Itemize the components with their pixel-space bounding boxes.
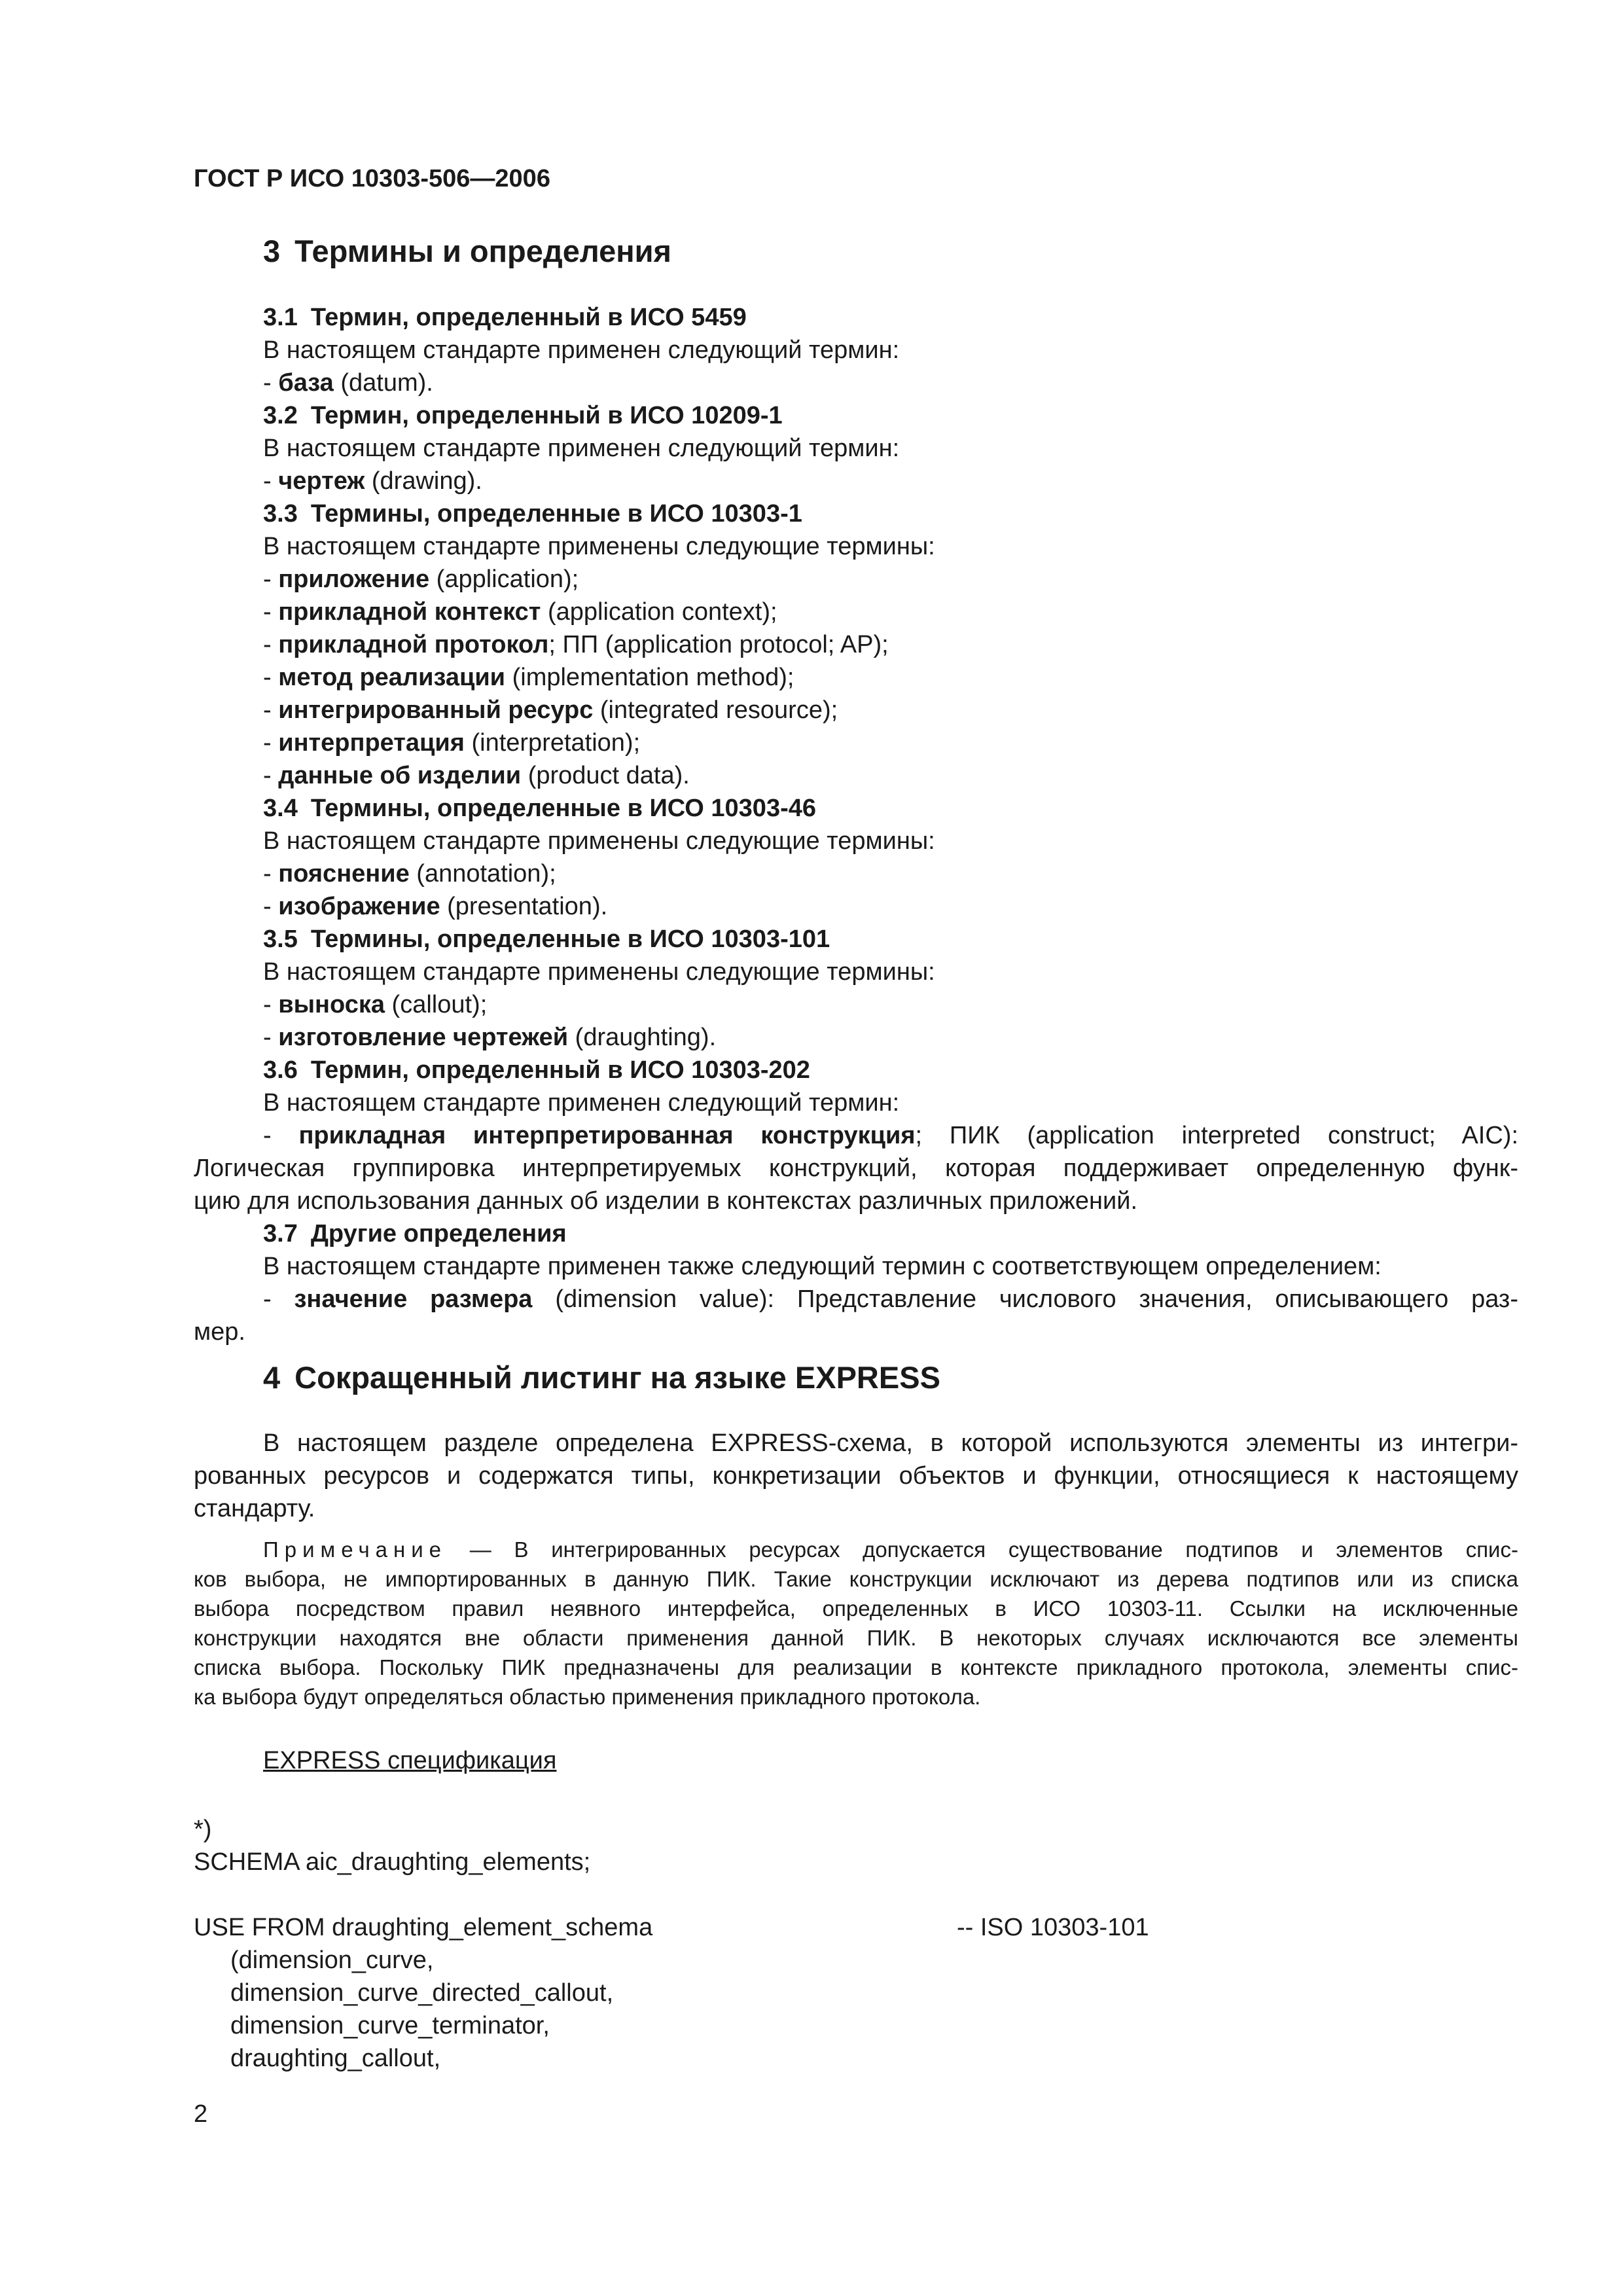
term: прикладной протокол <box>278 631 549 658</box>
term-gloss: (implementation method); <box>505 664 794 691</box>
code-line: draughting_callout, <box>230 2045 441 2072</box>
term: прикладная интерпретированная конструкция <box>298 1122 916 1149</box>
term-item: - изготовление чертежей (draughting). <box>263 1024 717 1051</box>
note-line: выбора посредством правил неявного интерфейса, определенных в ИСО 10303-11. Ссылки на исключенные <box>194 1596 1518 1621</box>
subsection-number: 3.3 <box>263 500 298 528</box>
term-item: - выноска (callout); <box>263 991 488 1018</box>
subsection-heading <box>194 497 1518 530</box>
term-item: - прикладной протокол; ПП (application protocol; AP); <box>263 631 889 658</box>
express-code-listing <box>194 1813 590 1878</box>
term-item: - метод реализации (implementation method); <box>263 664 794 691</box>
section-4-paragraph <box>194 1427 1518 1525</box>
term-gloss: (interpretation); <box>464 729 641 757</box>
code-comment: -- ISO 10303-101 <box>957 1914 1149 1941</box>
note-line: списка выбора. Поскольку ПИК предназначены для реализации в контексте прикладного протокола, элементы спис- <box>194 1655 1518 1679</box>
term-item: - данные об изделии (product data). <box>263 762 690 789</box>
term: метод реализации <box>278 664 506 691</box>
definition-line: - значение размера (dimension value): Представление числового значения, описывающего раз- <box>263 1285 1518 1313</box>
note-block <box>194 1535 1518 1712</box>
term-gloss: (draughting). <box>568 1024 717 1051</box>
term: прикладной контекст <box>278 598 541 626</box>
subsection-title: Термины, определенные в ИСО 10303-1 <box>310 500 802 528</box>
paragraph-line: В настоящем разделе определена EXPRESS-схема, в которой используются элементы из интегри- <box>263 1429 1518 1457</box>
term: выноска <box>278 991 385 1018</box>
subsection-intro: В настоящем стандарте применен следующий термин: <box>263 1089 900 1117</box>
term-gloss: (datum). <box>333 369 433 397</box>
term: значение размера <box>294 1285 533 1313</box>
page-number: 2 <box>194 2100 208 2128</box>
term-gloss: (drawing). <box>365 467 482 495</box>
subsection-number: 3.2 <box>263 402 298 429</box>
subsection-heading <box>194 1054 1518 1086</box>
code-line: *) <box>194 1816 212 1843</box>
subsection-intro: В настоящем стандарте применен следующий термин: <box>263 336 900 364</box>
subsection-number: 3.4 <box>263 795 298 822</box>
term: приложение <box>278 565 430 593</box>
subsection-title: Термины, определенные в ИСО 10303-46 <box>310 795 816 822</box>
subsection-heading <box>194 399 1518 432</box>
note-line: ков выбора, не импортированных в данную ПИК. Такие конструкции исключают из дерева подтипов или из списка <box>194 1567 1518 1591</box>
paragraph-line: рованных ресурсов и содержатся типы, конкретизации объектов и функции, относящиеся к настоящему <box>194 1462 1518 1490</box>
subsection-heading <box>194 923 1518 956</box>
note-label: Примечание <box>263 1537 448 1562</box>
note-line <box>194 1535 1518 1564</box>
term-gloss: (product data). <box>521 762 690 789</box>
term-item: - интерпретация (interpretation); <box>263 729 641 757</box>
term-gloss: (presentation). <box>440 893 608 920</box>
code-line: USE FROM draughting_element_schema <box>194 1914 653 1941</box>
subsection-number: 3.6 <box>263 1056 298 1084</box>
term-item: - интегрированный ресурс (integrated resource); <box>263 696 838 724</box>
term: изображение <box>278 893 440 920</box>
section-title: Сокращенный листинг на языке EXPRESS <box>294 1360 940 1395</box>
term-gloss: (application); <box>429 565 579 593</box>
term-item: - база (datum). <box>263 369 433 397</box>
subsection-intro: В настоящем стандарте применен также следующий термин с соответствующем определением: <box>263 1253 1382 1280</box>
term: изготовление чертежей <box>278 1024 569 1051</box>
definition-line: цию для использования данных об изделии в контекстах различных приложений. <box>194 1187 1138 1215</box>
subsection-heading <box>194 301 1518 334</box>
term: данные об изделии <box>278 762 522 789</box>
note-line: ка выбора будут определяться областью применения прикладного протокола. <box>194 1685 981 1709</box>
note-text: — В интегрированных ресурсах допускается существование подтипов и элементов спис- <box>447 1537 1518 1562</box>
term: база <box>278 369 334 397</box>
code-line: dimension_curve_terminator, <box>230 2012 550 2039</box>
paragraph-line: стандарту. <box>194 1495 315 1522</box>
note-line: конструкции находятся вне области применения данной ПИК. В некоторых случаях исключаются все элементы <box>194 1626 1518 1650</box>
definition-line: мер. <box>194 1318 245 1346</box>
subsection-title: Термин, определенный в ИСО 10209-1 <box>310 402 783 429</box>
code-line: (dimension_curve, <box>230 1946 434 1974</box>
subsection-intro: В настоящем стандарте применен следующий термин: <box>263 435 900 462</box>
code-line: SCHEMA aic_draughting_elements; <box>194 1848 591 1876</box>
term-gloss: (annotation); <box>409 860 556 888</box>
term-gloss: (application context); <box>541 598 777 626</box>
term-item: - пояснение (annotation); <box>263 860 556 888</box>
term-gloss: (dimension value): Представление числового значения, описывающего раз- <box>532 1285 1518 1313</box>
subsection-number: 3.7 <box>263 1220 298 1247</box>
section-4-heading <box>263 1358 940 1397</box>
subsection-intro: В настоящем стандарте применены следующие термины: <box>263 827 935 855</box>
term: чертеж <box>278 467 365 495</box>
term: интерпретация <box>278 729 465 757</box>
term-item: - прикладной контекст (application context); <box>263 598 777 626</box>
subsection-title: Термин, определенный в ИСО 10303-202 <box>310 1056 810 1084</box>
subsection-title: Термины, определенные в ИСО 10303-101 <box>310 925 830 953</box>
term-item: - чертеж (drawing). <box>263 467 482 495</box>
definition-line: Логическая группировка интерпретируемых конструкций, которая поддерживает определенную функ- <box>194 1155 1518 1182</box>
subsection-heading <box>194 1217 1518 1250</box>
code-line: dimension_curve_directed_callout, <box>230 1979 614 2007</box>
term-gloss: (callout); <box>384 991 488 1018</box>
term: пояснение <box>278 860 410 888</box>
section-3-heading <box>263 232 671 271</box>
subsection-title: Другие определения <box>310 1220 567 1247</box>
term-gloss: ; ПП (application protocol; AP); <box>548 631 889 658</box>
spec-label-block <box>194 1744 1518 1777</box>
term-item: - приложение (application); <box>263 565 579 593</box>
section-number: 4 <box>263 1360 281 1395</box>
section-title: Термины и определения <box>294 234 671 268</box>
section-3-body <box>194 301 1518 1348</box>
subsection-title: Термин, определенный в ИСО 5459 <box>310 304 747 331</box>
express-spec-label: EXPRESS спецификация <box>263 1747 557 1774</box>
document-header: ГОСТ Р ИСО 10303-506—2006 <box>194 165 550 192</box>
subsection-intro: В настоящем стандарте применены следующие термины: <box>263 533 935 560</box>
definition-line: - прикладная интерпретированная конструкция; ПИК (application interpreted construct; AIC): <box>263 1122 1519 1149</box>
express-code-use <box>194 1911 652 2075</box>
section-number: 3 <box>263 234 281 268</box>
term-gloss: ; ПИК (application interpreted construct; AIC): <box>915 1122 1519 1149</box>
subsection-heading <box>194 792 1518 825</box>
subsection-intro: В настоящем стандарте применены следующие термины: <box>263 958 935 986</box>
term: интегрированный ресурс <box>278 696 594 724</box>
subsection-number: 3.5 <box>263 925 298 953</box>
term-item: - изображение (presentation). <box>263 893 608 920</box>
term-gloss: (integrated resource); <box>593 696 838 724</box>
subsection-number: 3.1 <box>263 304 298 331</box>
